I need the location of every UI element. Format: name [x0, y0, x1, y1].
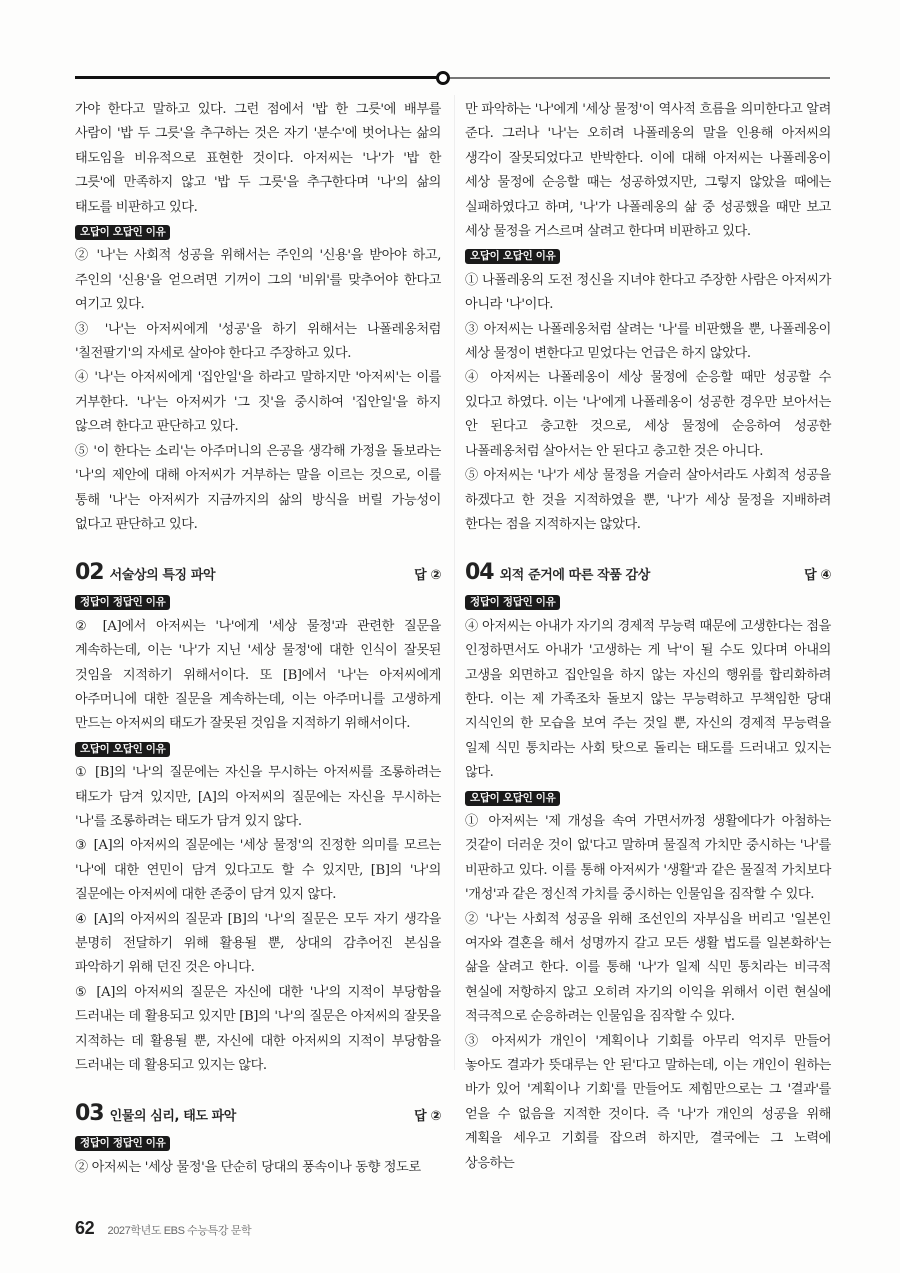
- question-header-03: [75, 1100, 441, 1131]
- paragraph: ② 아저씨는 '세상 물정'을 단순히 당대의 풍속이나 동향 정도로: [75, 1159, 421, 1175]
- explanation-item: ⑤ 아저씨는 '나'가 세상 물정을 거슬러 살아서라도 사회적 성공을 하겠다고 한 것을 지적하였을 뿐, '나'가 세상 물정을 지배하려 한다는 점을 지적하지는 않았다.: [465, 468, 831, 532]
- paragraph: 가야 한다고 말하고 있다. 그런 점에서 '밥 한 그릇'에 배부를 사람이 '밥 두 그릇'을 추구하는 것은 자기 '분수'에 벗어나는 삶의 태도임을 비유적으로 표현한 것이다. 아저씨는 '나'가 '밥 한 그릇'에 만족하지 않고 '밥 두 그릇'을 추구한다며 '나'의 삶의 태도를 비판하고 있다.: [75, 102, 441, 215]
- explanation-item: ③ [A]의 아저씨의 질문에는 '세상 물정'의 진정한 의미를 모르는 '나'에 대한 연민이 담겨 있다고도 할 수 있지만, [B]의 '나'의 질문에는 아저씨에 대한 존중이 담겨 있지 않다.: [75, 838, 441, 903]
- right-column: [465, 98, 831, 1176]
- question-title: 인물의 심리, 태도 파악: [109, 1109, 236, 1125]
- wrong-answer-badge: 오답이 오답인 이유: [75, 225, 170, 240]
- wrong-answer-badge: 오답이 오답인 이유: [75, 742, 170, 757]
- paragraph: 만 파악하는 '나'에게 '세상 물정'이 역사적 흐름을 의미한다고 알려 준다. 그러나 '나'는 오히려 나폴레옹의 말을 인용해 아저씨의 생각이 잘못되었다고 반박한다. 이에 대해 아저씨는 나폴레옹이 세상 물정에 순응할 때는 성공하였지만, 그렇지 않았을 때에는 실패하였다고 하며, '나'가 나폴레옹의 삶 중 성공했을 때만 보고 세상 물정을 거스르며 살려고 한다며 비판하고 있다.: [465, 102, 831, 240]
- paragraph: ④ 아저씨는 아내가 자기의 경제적 무능력 때문에 고생한다는 점을 인정하면서도 아내가 '고생하는 게 낙'이 될 수도 있다며 아내의 고생을 외면하고 집안일을 하지 않는 자신의 행위를 합리화하려 한다. 이는 제 가족조차 돌보지 않는 무능력하고 무책임한 당대 지식인의 한 모습을 보여 주는 것일 뿐, 자신의 경제적 무능력을 일제 식민 통치라는 사회 탓으로 돌리는 태도를 드러내고 있지는 않다.: [465, 618, 831, 781]
- wrong-answer-badge: 오답이 오답인 이유: [465, 791, 560, 806]
- explanation-item: ② '나'는 사회적 성공을 위해서는 주인의 '신용'을 받아야 하고, 주인의 '신용'을 얻으려면 기꺼이 그의 '비위'를 맞추어야 한다고 여기고 있다.: [75, 248, 441, 313]
- question-title: 서술상의 특징 파악: [109, 568, 216, 584]
- wrong-answer-badge: 오답이 오답인 이유: [465, 249, 560, 264]
- answer-label: 답 ②: [414, 568, 441, 584]
- question-number: 02: [75, 560, 104, 586]
- explanation-item: ① [B]의 '나'의 질문에는 자신을 무시하는 아저씨를 조롱하려는 태도가 담겨 있지만, [A]의 아저씨의 질문에는 자신을 무시하는 '나'를 조롱하려는 태도가 담겨 있지 않다.: [75, 765, 441, 829]
- paragraph: ② [A]에서 아저씨는 '나'에게 '세상 물정'과 관련한 질문을 계속하는데, 이는 '나'가 지닌 '세상 물정'에 대한 인식이 잘못된 것임을 지적하기 위해서이다. 또 [B]에서 '나'는 아저씨에게 아주머니에 대한 질문을 계속하는데, 이는 아주머니를 고생하게 만드는 아저씨의 태도가 잘못된 것임을 지적하기 위해서이다.: [75, 618, 441, 732]
- question-number: 04: [465, 560, 494, 586]
- explanation-item: ④ 아저씨는 나폴레옹이 세상 물정에 순응할 때만 성공할 수 있다고 하였다. 이는 '나'에게 나폴레옹이 성공한 경우만 보아서는 안 된다고 충고한 것으로, 세상 물정에 순응하여 성공한 나폴레옹처럼 살아서는 안 된다고 충고한 것은 아니다.: [465, 370, 831, 459]
- page-number: 62: [75, 1218, 95, 1239]
- explanation-item: ③ '나'는 아저씨에게 '성공'을 하기 위해서는 나폴레옹처럼 '칠전팔기'의 자세로 살아야 한다고 주장하고 있다.: [75, 321, 441, 362]
- explanation-item: ② '나'는 사회적 성공을 위해 조선인의 자부심을 버리고 '일본인 여자와 결혼을 해서 성명까지 갈고 모든 생활 법도를 일본화하'는 삶을 살려고 한다. 이를 통해 '나'가 일제 식민 통치라는 비극적 현실에 저항하지 않고 오히려 자기의 이익을 위해서 이런 현실에 적극적으로 순응하려는 인물임을 짐작할 수 있다.: [465, 911, 831, 1025]
- question-title: 외적 준거에 따른 작품 감상: [499, 568, 650, 584]
- explanation-item: ⑤ [A]의 아저씨의 질문은 자신에 대한 '나'의 지적이 부당함을 드러내는 데 활용되고 있지만 [B]의 '나'의 질문은 아저씨의 잘못을 지적하는 데 활용될 뿐, 자신에 대한 아저씨의 지적이 부당함을 드러내는 데 활용되고 있지는 않다.: [75, 984, 441, 1074]
- explanation-item: ⑤ '이 한다는 소리'는 아주머니의 은공을 생각해 가정을 돌보라는 '나'의 제안에 대해 아저씨가 거부하는 말을 이르는 것으로, 이를 통해 '나'는 아저씨가 지금까지의 삶의 방식을 버릴 가능성이 없다고 판단하고 있다.: [75, 443, 441, 532]
- right-answer-badge: 정답이 정답인 이유: [75, 595, 170, 610]
- explanation-item: ① 나폴레옹의 도전 정신을 지녀야 한다고 주장한 사람은 아저씨가 아니라 '나'이다.: [465, 272, 831, 313]
- answer-label: 답 ④: [804, 568, 831, 584]
- right-answer-badge: 정답이 정답인 이유: [465, 595, 560, 610]
- question-number: 03: [75, 1101, 104, 1127]
- explanation-item: ③ 아저씨가 개인이 '계획이나 기회를 아무리 억지루 만들어 놓아도 결과가 뜻대루는 안 된'다고 말하는데, 이는 개인이 원하는 바가 있어 '계획이나 기회'를 만들어도 제힘만으로는 그 '결과'를 얻을 수 없음을 지적한 것이다. 즉 '나'가 개인의 성공을 위해 계획을 세우고 기회를 잡으려 하지만, 결국에는 그 노력에 상응하는: [465, 1033, 831, 1171]
- page-footer: [75, 1216, 441, 1273]
- explanation-item: ③ 아저씨는 나폴레옹처럼 살려는 '나'를 비판했을 뿐, 나폴레옹이 세상 물정이 변한다고 믿었다는 언급은 하지 않았다.: [465, 321, 831, 362]
- explanation-item: ① 아저씨는 '제 개성을 속여 가면서까정 생활에다가 아첨하는 것같이 더러운 것이 없'다고 말하며 물질적 가치만 중시하는 '나'를 비판하고 있다. 이를 통해 아저씨가 '생활'과 같은 물질적 가치보다 '개성'과 같은 정신적 가치를 중시하는 인물임을 짐작할 수 있다.: [465, 813, 831, 903]
- explanation-item: ④ [A]의 아저씨의 질문과 [B]의 '나'의 질문은 모두 자기 생각을 분명히 전달하기 위해 활용될 뿐, 상대의 감추어진 본심을 파악하기 위해 던진 것은 아니다.: [75, 911, 441, 976]
- book-title: 2027학년도 EBS 수능특강 문학: [107, 1225, 252, 1238]
- answer-label: 답 ②: [414, 1109, 441, 1125]
- question-header-02: [75, 559, 441, 590]
- right-answer-badge: 정답이 정답인 이유: [75, 1136, 170, 1151]
- question-header-04: [465, 559, 831, 590]
- left-column: [75, 98, 441, 1273]
- explanation-item: ④ '나'는 아저씨에게 '집안일'을 하라고 말하지만 '아저씨'는 이를 거부한다. '나'는 아저씨가 '그 짓'을 중시하여 '집안일'을 하지 않으려 한다고 판단하고 있다.: [75, 370, 441, 435]
